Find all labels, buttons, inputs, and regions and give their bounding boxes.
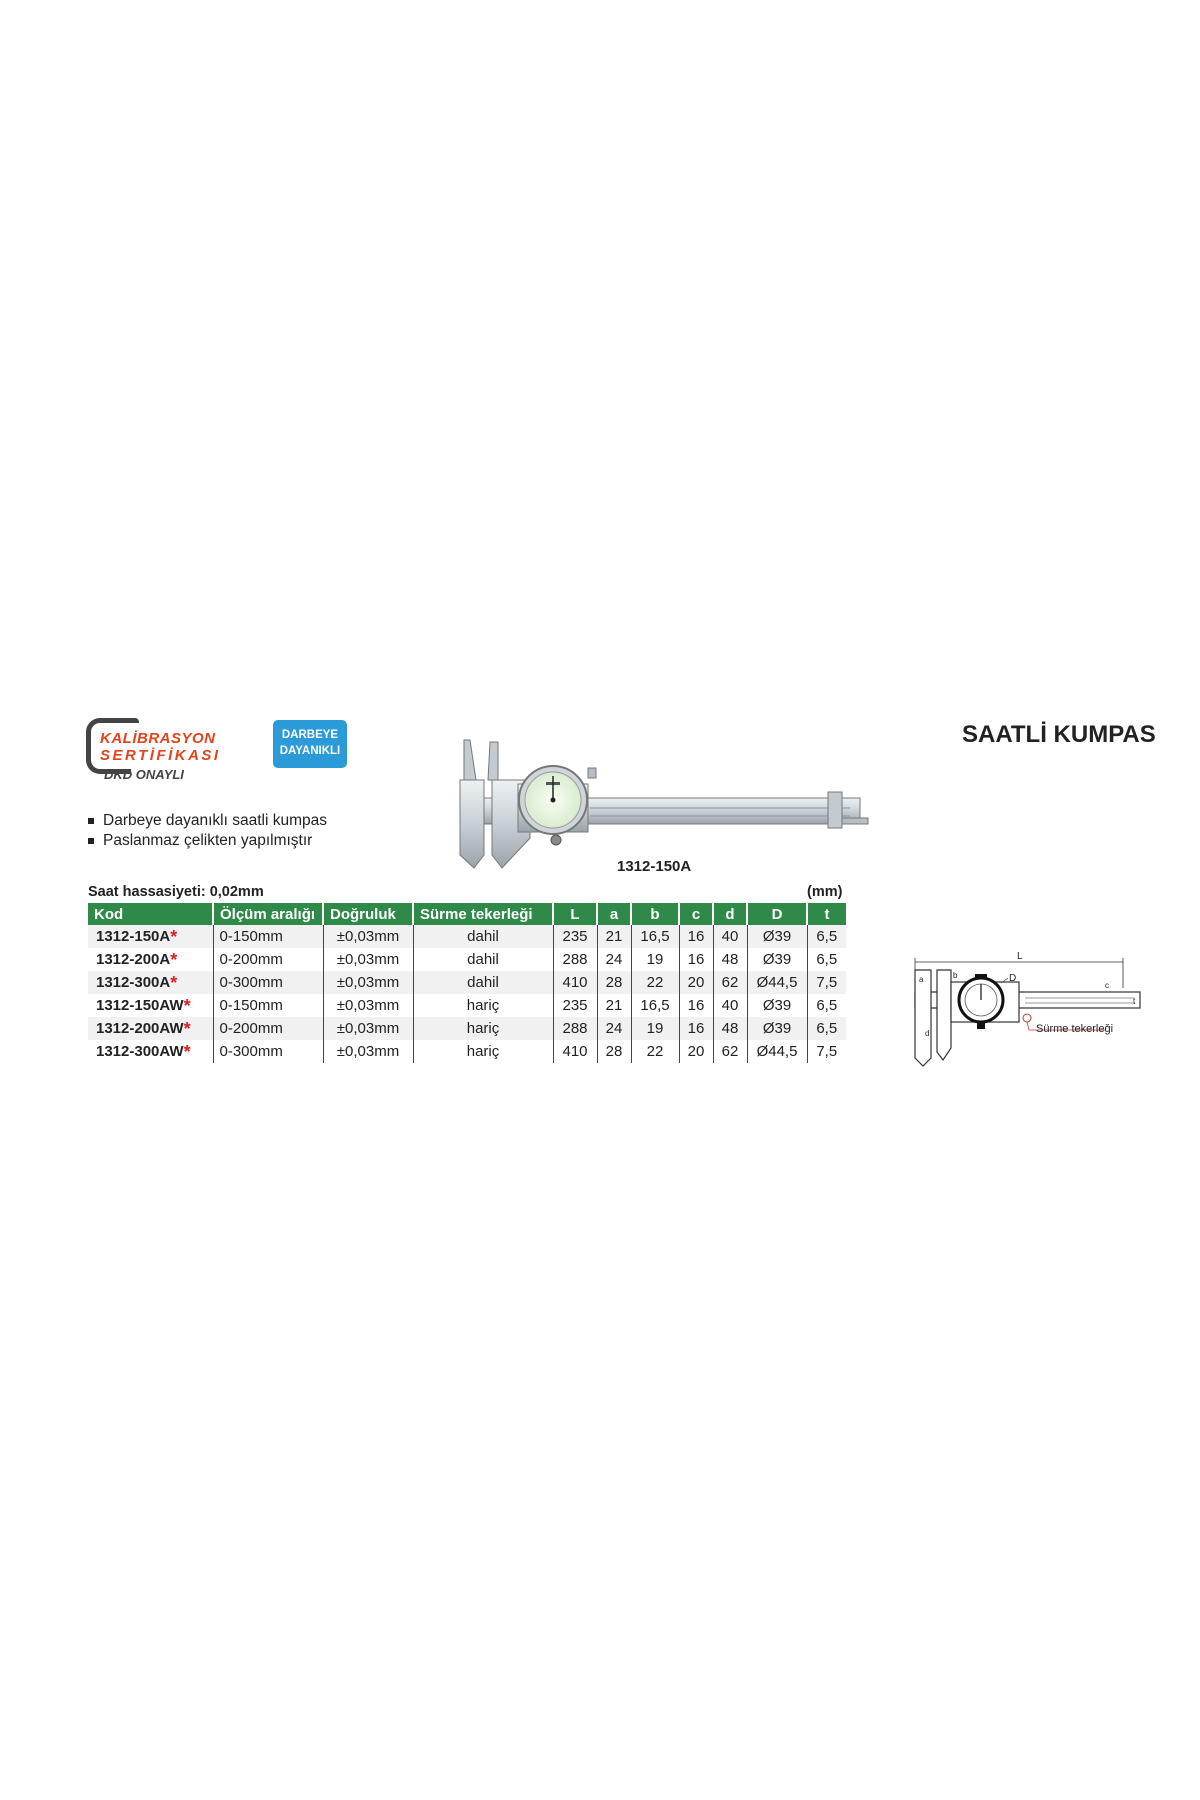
cell-d: 62 xyxy=(713,971,747,994)
cell-b: 19 xyxy=(631,948,679,971)
product-title: SAATLİ KUMPAS xyxy=(962,721,1156,748)
cell-t: 6,5 xyxy=(807,1017,846,1040)
dial-sensitivity: Saat hassasiyeti: 0,02mm xyxy=(88,884,264,900)
cell-a: 28 xyxy=(597,1040,631,1063)
caliper-dimension-diagram xyxy=(905,948,1145,1068)
unit-label: (mm) xyxy=(807,884,843,900)
shock-resistant-badge xyxy=(273,720,347,768)
feature-text: Darbeye dayanıklı saatli kumpas xyxy=(103,812,328,829)
feature-item xyxy=(88,831,327,851)
feature-list xyxy=(88,811,327,851)
cell-b: 22 xyxy=(631,1040,679,1063)
cell-d: 48 xyxy=(713,1017,747,1040)
col-header-range: Ölçüm aralığı xyxy=(213,903,323,925)
col-header-a: a xyxy=(597,903,631,925)
col-header-b: b xyxy=(631,903,679,925)
cell-accuracy: ±0,03mm xyxy=(323,1040,413,1063)
table-row xyxy=(88,971,846,994)
cell-accuracy: ±0,03mm xyxy=(323,948,413,971)
col-header-L: L xyxy=(553,903,597,925)
cell-t: 6,5 xyxy=(807,994,846,1017)
cell-accuracy: ±0,03mm xyxy=(323,1017,413,1040)
spec-table xyxy=(88,903,846,1063)
cell-b: 16,5 xyxy=(631,925,679,948)
cell-accuracy: ±0,03mm xyxy=(323,994,413,1017)
col-header-code: Kod xyxy=(88,903,213,925)
feature-item xyxy=(88,811,327,831)
cell-c: 16 xyxy=(679,948,713,971)
calibration-logo-line2: SERTİFİKASI xyxy=(100,747,221,764)
cell-t: 6,5 xyxy=(807,948,846,971)
star-icon: * xyxy=(170,927,178,947)
table-row xyxy=(88,994,846,1017)
cell-d: 40 xyxy=(713,925,747,948)
cell-d: 48 xyxy=(713,948,747,971)
cell-lock-wheel: hariç xyxy=(413,1040,553,1063)
cell-D: Ø39 xyxy=(747,948,807,971)
cell-code: 1312-200A* xyxy=(88,948,213,971)
cell-b: 16,5 xyxy=(631,994,679,1017)
table-row xyxy=(88,925,846,948)
diagram-label-c: c xyxy=(1105,981,1109,990)
cell-code: 1312-200AW* xyxy=(88,1017,213,1040)
cell-c: 20 xyxy=(679,971,713,994)
cell-L: 288 xyxy=(553,1017,597,1040)
cell-a: 28 xyxy=(597,971,631,994)
cell-t: 6,5 xyxy=(807,925,846,948)
cell-D: Ø44,5 xyxy=(747,971,807,994)
cell-a: 21 xyxy=(597,925,631,948)
table-header-row xyxy=(88,903,846,925)
star-icon: * xyxy=(183,1042,191,1062)
bullet-icon xyxy=(88,838,94,844)
diagram-label-t: t xyxy=(1133,997,1136,1006)
dial-caliper-photo xyxy=(440,730,870,870)
cell-c: 16 xyxy=(679,925,713,948)
star-icon: * xyxy=(183,996,191,1016)
calibration-logo xyxy=(86,718,256,788)
cell-a: 24 xyxy=(597,1017,631,1040)
cell-code: 1312-150AW* xyxy=(88,994,213,1017)
cell-range: 0-300mm xyxy=(213,971,323,994)
table-row xyxy=(88,1017,846,1040)
table-row xyxy=(88,948,846,971)
diagram-label-a: a xyxy=(919,975,924,984)
cell-code: 1312-150A* xyxy=(88,925,213,948)
col-header-c: c xyxy=(679,903,713,925)
cell-range: 0-300mm xyxy=(213,1040,323,1063)
cell-L: 235 xyxy=(553,925,597,948)
cell-D: Ø39 xyxy=(747,994,807,1017)
cell-d: 62 xyxy=(713,1040,747,1063)
badge-line2: DAYANIKLI xyxy=(279,745,341,757)
star-icon: * xyxy=(170,973,178,993)
cell-accuracy: ±0,03mm xyxy=(323,971,413,994)
calibration-logo-line3: DKD ONAYLI xyxy=(104,767,184,782)
cell-L: 410 xyxy=(553,1040,597,1063)
cell-a: 24 xyxy=(597,948,631,971)
cell-code: 1312-300AW* xyxy=(88,1040,213,1063)
cell-range: 0-150mm xyxy=(213,925,323,948)
cell-D: Ø39 xyxy=(747,925,807,948)
cell-range: 0-200mm xyxy=(213,948,323,971)
cell-t: 7,5 xyxy=(807,1040,846,1063)
col-header-t: t xyxy=(807,903,846,925)
cell-code: 1312-300A* xyxy=(88,971,213,994)
table-row xyxy=(88,1040,846,1063)
cell-c: 16 xyxy=(679,994,713,1017)
diagram-label-L: L xyxy=(1017,951,1023,962)
cell-lock-wheel: dahil xyxy=(413,948,553,971)
cell-b: 22 xyxy=(631,971,679,994)
cell-D: Ø39 xyxy=(747,1017,807,1040)
col-header-D: D xyxy=(747,903,807,925)
cell-accuracy: ±0,03mm xyxy=(323,925,413,948)
cell-range: 0-150mm xyxy=(213,994,323,1017)
cell-a: 21 xyxy=(597,994,631,1017)
cell-range: 0-200mm xyxy=(213,1017,323,1040)
star-icon: * xyxy=(183,1019,191,1039)
bullet-icon xyxy=(88,818,94,824)
cell-c: 16 xyxy=(679,1017,713,1040)
col-header-accuracy: Doğruluk xyxy=(323,903,413,925)
cell-L: 410 xyxy=(553,971,597,994)
col-header-d: d xyxy=(713,903,747,925)
diagram-label-D: D xyxy=(1009,973,1017,984)
cell-lock-wheel: hariç xyxy=(413,994,553,1017)
feature-text: Paslanmaz çelikten yapılmıştır xyxy=(103,832,313,849)
cell-L: 288 xyxy=(553,948,597,971)
cell-lock-wheel: dahil xyxy=(413,971,553,994)
lock-wheel-callout: Sürme tekerleği xyxy=(1036,1023,1114,1035)
cell-d: 40 xyxy=(713,994,747,1017)
diagram-label-d: d xyxy=(925,1029,930,1038)
photo-caption: 1312-150A xyxy=(617,858,692,875)
cell-t: 7,5 xyxy=(807,971,846,994)
cell-c: 20 xyxy=(679,1040,713,1063)
badge-line1: DARBEYE xyxy=(281,729,339,741)
cell-lock-wheel: hariç xyxy=(413,1017,553,1040)
calibration-logo-line1: KALİBRASYON xyxy=(100,730,216,747)
diagram-label-b: b xyxy=(953,971,958,980)
col-header-lock-wheel: Sürme tekerleği xyxy=(413,903,553,925)
cell-L: 235 xyxy=(553,994,597,1017)
cell-lock-wheel: dahil xyxy=(413,925,553,948)
cell-b: 19 xyxy=(631,1017,679,1040)
star-icon: * xyxy=(170,950,178,970)
cell-D: Ø44,5 xyxy=(747,1040,807,1063)
